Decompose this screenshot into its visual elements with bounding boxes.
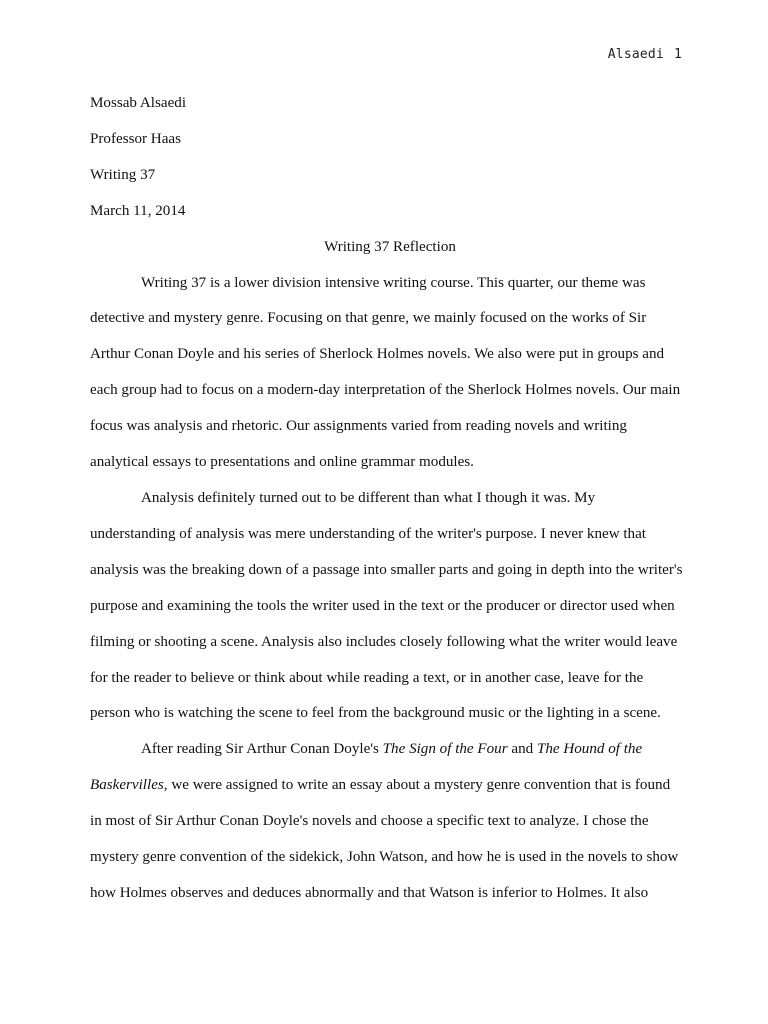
student-name: Mossab Alsaedi [90, 95, 187, 111]
book-title-sign-of-four: The Sign of the Four [382, 741, 508, 758]
paragraph-1 [90, 266, 690, 481]
paragraph-line [90, 768, 690, 804]
paragraph-line: for the reader to believe or think about while reading a text, or in another case, leave for the [90, 669, 644, 686]
text-run: and [507, 741, 537, 758]
book-title-hound-part: The Hound of the [536, 741, 643, 758]
professor-name: Professor Haas [90, 130, 181, 147]
text-run: , we were assigned to write an essay about a mystery genre convention that is found [163, 777, 671, 794]
paragraph-line: detective and mystery genre. Focusing on that genre, we mainly focused on the works of Sir [90, 310, 647, 327]
essay-date: March 11, 2014 [90, 202, 186, 219]
page-number: 1 [673, 47, 682, 62]
paragraph-line: how Holmes observes and deduces abnormally and that Watson is inferior to Holmes. It also [90, 884, 649, 901]
paragraph-line: each group had to focus on a modern-day interpretation of the Sherlock Holmes novels. Our main [90, 382, 681, 399]
essay-title: Writing 37 Reflection [324, 238, 456, 255]
paragraph-line: Analysis definitely turned out to be different than what I though it was. My [141, 489, 596, 506]
paragraph-line: person who is watching the scene to feel from the background music or the lighting in a scene. [90, 705, 661, 722]
book-title-baskervilles: Baskervilles [90, 777, 164, 794]
header-surname: Alsaedi [607, 47, 664, 62]
paragraph-line: focus was analysis and rhetoric. Our assignments varied from reading novels and writing [90, 418, 627, 435]
paragraph-line: filming or shooting a scene. Analysis also includes closely following what the writer would leave [90, 633, 678, 650]
paragraph-line: analytical essays to presentations and online grammar modules. [90, 454, 474, 471]
paragraph-line: Writing 37 is a lower division intensive writing course. This quarter, our theme was [141, 274, 646, 291]
paragraph-line: Arthur Conan Doyle and his series of Sherlock Holmes novels. We also were put in groups and [90, 346, 665, 363]
course-name: Writing 37 [90, 166, 156, 183]
paragraph-line: mystery genre convention of the sidekick, John Watson, and how he is used in the novels to show [90, 849, 679, 866]
running-header [608, 47, 682, 62]
paragraph-line: purpose and examining the tools the writer used in the text or the producer or director used when [90, 597, 675, 614]
paragraph-line: in most of Sir Arthur Conan Doyle's novels and choose a specific text to analyze. I chose the [90, 813, 649, 830]
paragraph-2 [90, 481, 690, 732]
paragraph-line: understanding of analysis was mere understanding of the writer's purpose. I never knew that [90, 525, 646, 542]
text-run: After reading Sir Arthur Conan Doyle's [141, 741, 383, 758]
document-body [90, 86, 690, 912]
paragraph-3 [90, 732, 690, 912]
paragraph-line [90, 732, 690, 768]
paragraph-line: analysis was the breaking down of a passage into smaller parts and going in depth into the writer's [90, 561, 683, 578]
